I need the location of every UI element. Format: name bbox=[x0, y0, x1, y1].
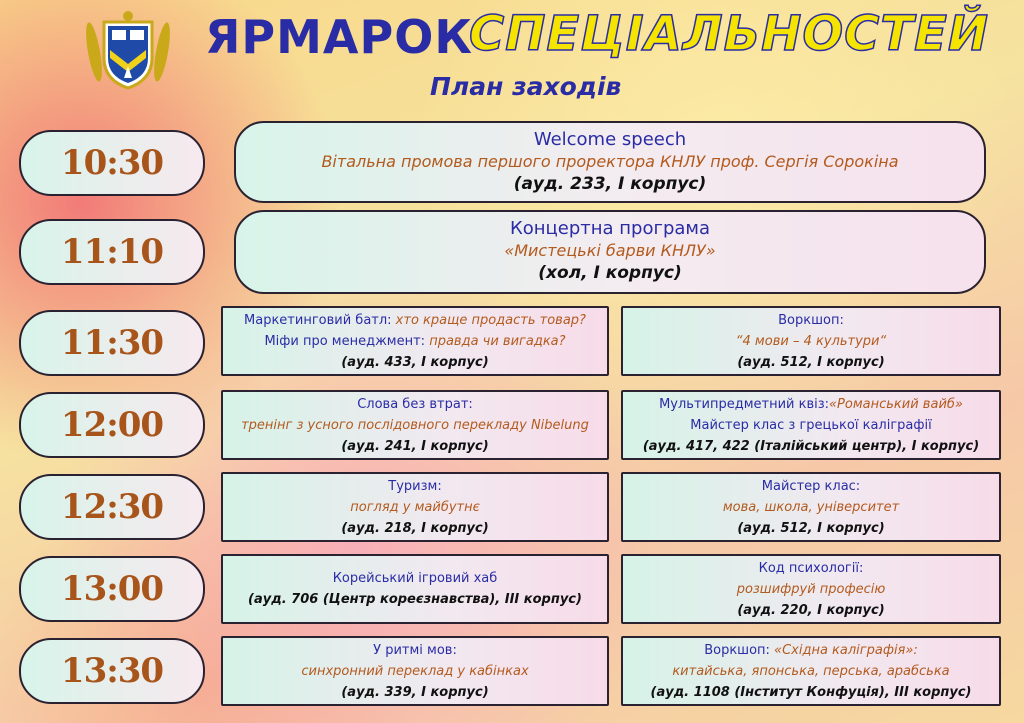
event-title: Майстер клас: bbox=[761, 478, 861, 494]
event-description: китайська, японська, перська, арабська bbox=[672, 663, 950, 679]
event-1230-tourism bbox=[221, 472, 609, 542]
event-location: (хол, І корпус) bbox=[538, 263, 682, 283]
event-title-2: «Східна каліграфія»: bbox=[774, 642, 918, 658]
event-description: «Романський вайб» bbox=[829, 396, 963, 412]
event-location: (ауд. 1108 (Інститут Конфуція), ІІІ корпус) bbox=[650, 684, 972, 700]
event-description: мова, школа, університет bbox=[722, 499, 900, 515]
university-emblem-logo bbox=[82, 8, 174, 94]
event-1300-psychology bbox=[621, 554, 1001, 624]
time-slot-1110: 11:10 bbox=[19, 219, 205, 285]
event-title: Слова без втрат: bbox=[357, 396, 473, 412]
event-description: «Мистецькі барви КНЛУ» bbox=[504, 241, 716, 260]
time-slot-1200: 12:00 bbox=[19, 392, 205, 458]
event-description: тренінг з усного послідовного перекладу Nibelung bbox=[241, 417, 589, 433]
event-location: (ауд. 339, І корпус) bbox=[341, 684, 489, 700]
event-location: (ауд. 417, 422 (Італійський центр), І корпус) bbox=[642, 438, 980, 454]
event-description: погляд у майбутнє bbox=[350, 499, 480, 515]
time-slot-1330: 13:30 bbox=[19, 638, 205, 704]
event-title-2: Міфи про менеджмент: bbox=[264, 333, 426, 349]
event-concert bbox=[234, 210, 986, 294]
event-description-2: правда чи вигадка? bbox=[425, 333, 566, 349]
event-1330-interpreting bbox=[221, 636, 609, 706]
title-part-2: СПЕЦІАЛЬНОСТЕЙ bbox=[469, 6, 990, 62]
event-location: (ауд. 241, І корпус) bbox=[341, 438, 489, 454]
event-title-2: Майстер клас з грецької каліграфії bbox=[690, 417, 932, 433]
event-location: (ауд. 512, І корпус) bbox=[737, 520, 885, 536]
event-location: (ауд. 512, І корпус) bbox=[737, 354, 885, 370]
event-1330-calligraphy bbox=[621, 636, 1001, 706]
time-slot-1300: 13:00 bbox=[19, 556, 205, 622]
event-title: Welcome speech bbox=[533, 129, 687, 150]
event-title: Мультипредметний квіз: bbox=[659, 396, 830, 412]
event-description: синхронний переклад у кабінках bbox=[301, 663, 529, 679]
event-title: У ритмі мов: bbox=[373, 642, 457, 658]
event-1130-marketing bbox=[221, 306, 609, 376]
event-1130-workshop bbox=[621, 306, 1001, 376]
event-location: (ауд. 433, І корпус) bbox=[341, 354, 489, 370]
event-location: (ауд. 218, І корпус) bbox=[341, 520, 489, 536]
event-title: Маркетинговий батл: bbox=[244, 312, 392, 328]
page-subtitle: План заходів bbox=[430, 72, 622, 101]
time-slot-1230: 12:30 bbox=[19, 474, 205, 540]
time-slot-1130: 11:30 bbox=[19, 310, 205, 376]
event-title: Код психології: bbox=[758, 560, 864, 576]
event-location: (ауд. 233, І корпус) bbox=[513, 174, 707, 194]
event-1300-korean-hub bbox=[221, 554, 609, 624]
event-location: (ауд. 706 (Центр кореєзнавства), ІІІ корпус) bbox=[248, 592, 582, 607]
event-description: “4 мови – 4 культури“ bbox=[735, 333, 887, 349]
time-slot-1030: 10:30 bbox=[19, 130, 205, 196]
title-part-1: ЯРМАРОК bbox=[205, 10, 473, 64]
event-title: Туризм: bbox=[388, 478, 442, 494]
event-welcome-speech bbox=[234, 121, 986, 203]
event-title: Воркшоп: bbox=[704, 642, 775, 658]
event-title: Концертна програма bbox=[509, 218, 711, 239]
event-description: хто краще продасть товар? bbox=[391, 312, 586, 328]
event-title: Корейський ігровий хаб bbox=[332, 571, 498, 586]
page-title bbox=[205, 4, 1005, 64]
event-1230-masterclass bbox=[621, 472, 1001, 542]
event-description: розшифруй професію bbox=[736, 581, 886, 597]
event-description: Вітальна промова першого проректора КНЛУ проф. Сергія Сорокіна bbox=[321, 152, 899, 171]
event-title: Воркшоп: bbox=[778, 312, 844, 328]
event-1200-translation bbox=[221, 390, 609, 460]
event-location: (ауд. 220, І корпус) bbox=[737, 602, 885, 618]
event-1200-quiz bbox=[621, 390, 1001, 460]
